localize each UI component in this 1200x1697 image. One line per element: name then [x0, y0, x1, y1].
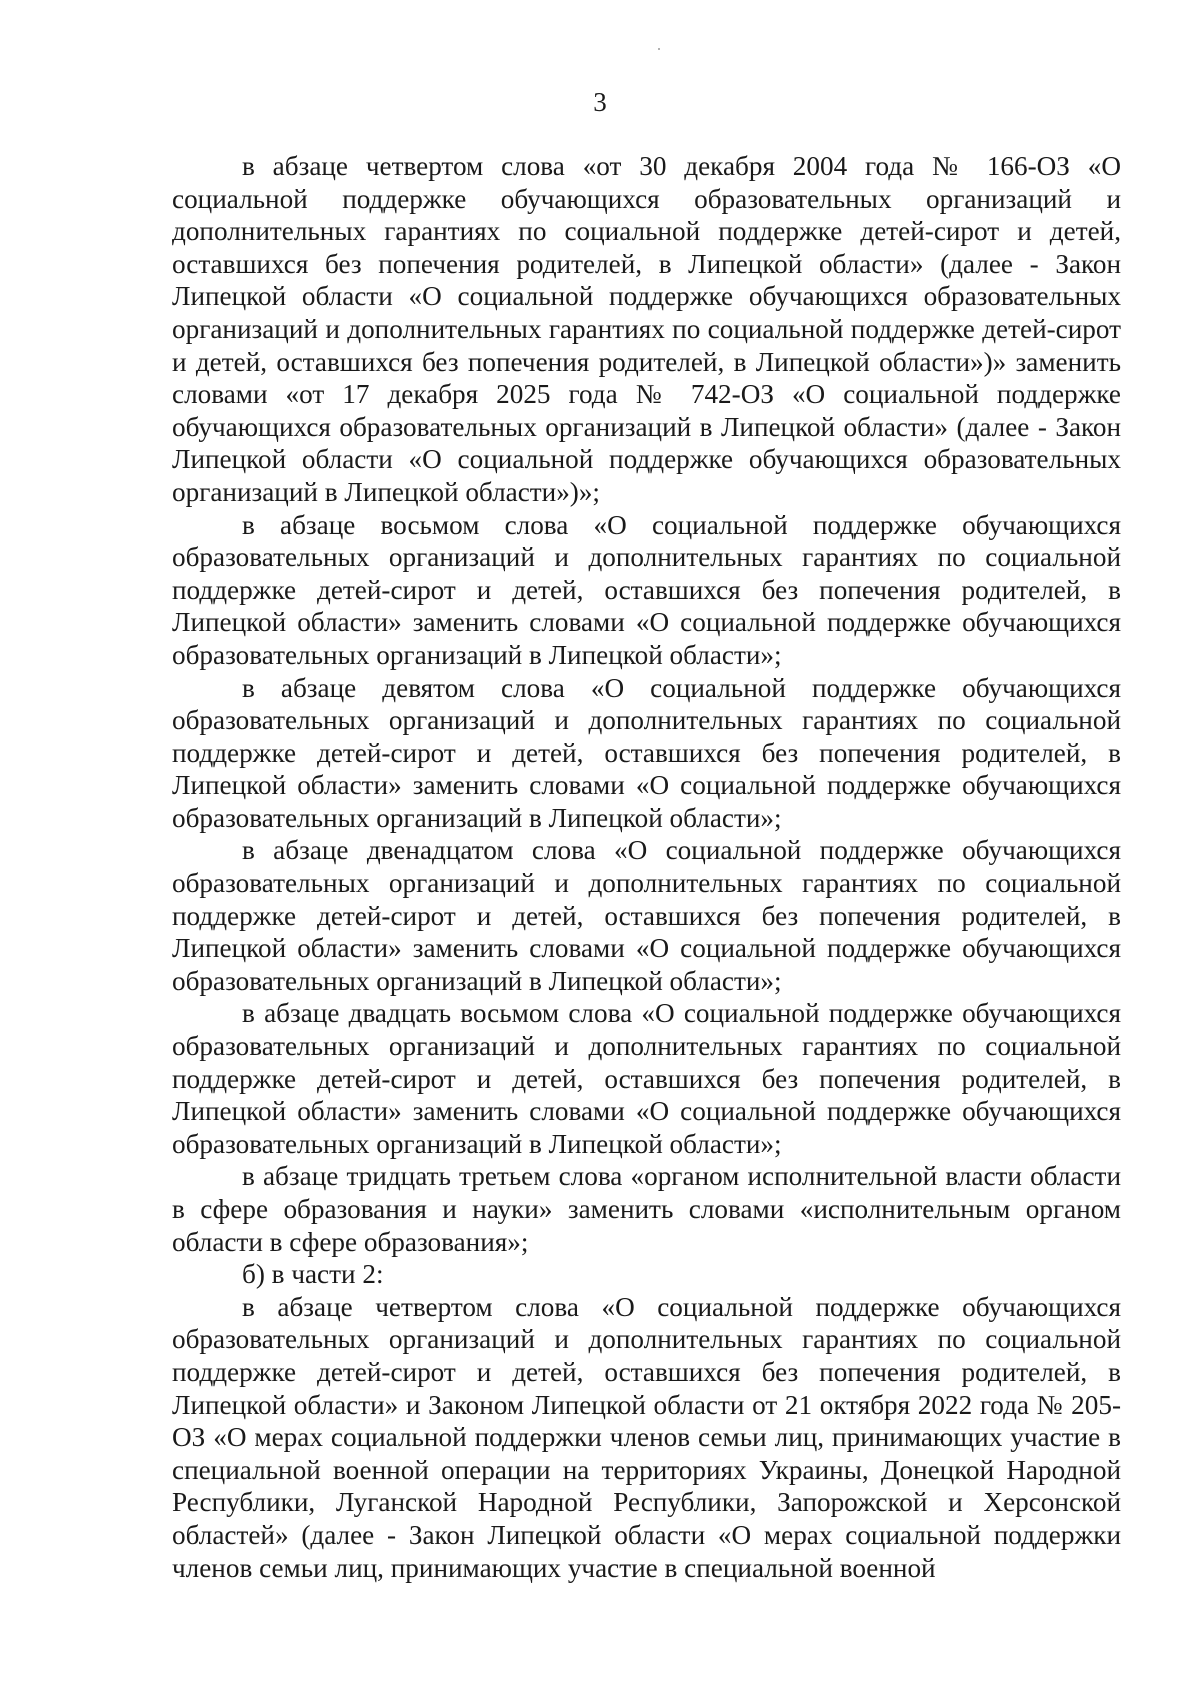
page-number: 3 [593, 87, 607, 117]
paragraph-5: в абзаце двадцать восьмом слова «О социальной поддержке обучающихся образовательных организаций и дополнительных гарантиях по социальной поддержке детей-сирот и детей, оставшихся без попечения родителей, в Липецкой области» заменить словами «О социальной поддержке обучающихся образовательных организаций в Липецкой области»; [172, 998, 1121, 1159]
subsection-heading: б) в части 2: [242, 1259, 384, 1290]
paragraph-6: в абзаце тридцать третьем слова «органом исполнительной власти области в сфере образования и науки» заменить словами «исполнительным органом области в сфере образования»; [172, 1161, 1121, 1257]
scan-speck [658, 48, 660, 50]
paragraph-2: в абзаце восьмом слова «О социальной поддержке обучающихся образовательных организаций и дополнительных гарантиях по социальной поддержке детей-сирот и детей, оставшихся без попечения родителей, в Липецкой области» заменить словами «О социальной поддержке обучающихся образовательных организаций в Липецкой области»; [172, 509, 1121, 670]
paragraph-3: в абзаце девятом слова «О социальной поддержке обучающихся образовательных организаций и дополнительных гарантиях по социальной поддержке детей-сирот и детей, оставшихся без попечения родителей, в Липецкой области» заменить словами «О социальной поддержке обучающихся образовательных организаций в Липецкой области»; [172, 672, 1121, 833]
paragraph-1: в абзаце четвертом слова «от 30 декабря 2004 года № 166-ОЗ «О социальной поддержке обучающихся образовательных организаций и дополнительных гарантиях по социальной поддержке детей-сирот и детей, оставшихся без попечения родителей, в Липецкой области» (далее - Закон Липецкой области «О социальной поддержке обучающихся образовательных организаций и дополнительных гарантиях по социальной поддержке детей-сирот и детей, оставшихся без попечения родителей, в Липецкой области»)» заменить словами «от 17 декабря 2025 года № 742-ОЗ «О социальной поддержке обучающихся образовательных организаций в Липецкой области» (далее - Закон Липецкой области «О социальной поддержке обучающихся образовательных организаций в Липецкой области»)»; [172, 151, 1121, 507]
paragraph-4: в абзаце двенадцатом слова «О социальной поддержке обучающихся образовательных организаций и дополнительных гарантиях по социальной поддержке детей-сирот и детей, оставшихся без попечения родителей, в Липецкой области» заменить словами «О социальной поддержке обучающихся образовательных организаций в Липецкой области»; [172, 835, 1121, 996]
document-body [172, 150, 1121, 1584]
paragraph-7: в абзаце четвертом слова «О социальной поддержке обучающихся образовательных организаций и дополнительных гарантиях по социальной поддержке детей-сирот и детей, оставшихся без попечения родителей, в Липецкой области» и Законом Липецкой области от 21 октября 2022 года № 205-ОЗ «О мерах социальной поддержки членов семьи лиц, принимающих участие в специальной военной операции на территориях Украины, Донецкой Народной Республики, Луганской Народной Республики, Запорожской и Херсонской областей» (далее - Закон Липецкой области «О мерах социальной поддержки членов семьи лиц, принимающих участие в специальной военной [172, 1291, 1121, 1583]
